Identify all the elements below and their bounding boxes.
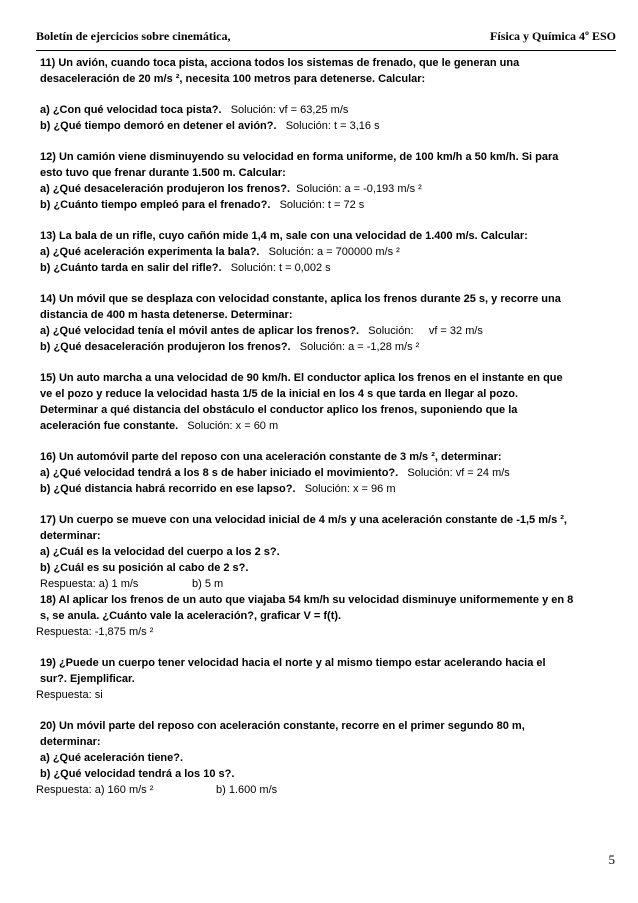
exercise-14 — [40, 291, 620, 355]
exercise-15-statement-end: aceleración fue constante. — [40, 420, 179, 432]
exercise-12-question-a: a) ¿Qué desaceleración produjeron los frenos?. — [40, 183, 291, 195]
exercise-18-statement-cont: s, se anula. ¿Cuánto vale la aceleración?, graficar V = f(t). — [40, 610, 342, 622]
exercise-12-solution-b: Solución: t = 72 s — [279, 199, 365, 211]
exercise-20-question-a: a) ¿Qué aceleración tiene?. — [40, 752, 184, 764]
exercise-18-statement: 18) Al aplicar los frenos de un auto que viajaba 54 km/h su velocidad disminuye uniformemente y en 8 — [40, 594, 574, 606]
exercise-18-answer: Respuesta: -1,875 m/s ² — [36, 626, 154, 638]
exercise-14-solution-a: Solución: vf = 32 m/s — [368, 325, 483, 337]
exercise-12 — [40, 149, 620, 213]
exercise-14-question-a: a) ¿Qué velocidad tenía el móvil antes de aplicar los frenos?. — [40, 325, 360, 337]
exercise-11 — [40, 55, 620, 134]
exercise-17 — [40, 512, 620, 592]
exercise-15-statement-cont: ve el pozo y reduce la velocidad hasta 1/5 de la inicial en los 4 s que tarda en llegar al pozo. — [40, 388, 519, 400]
exercise-12-statement-cont: esto tuvo que frenar durante 1.500 m. Calcular: — [40, 167, 286, 179]
exercise-14-question-b: b) ¿Qué desaceleración produjeron los frenos?. — [40, 341, 291, 353]
exercise-17-answer-a: Respuesta: a) 1 m/s — [40, 578, 139, 590]
exercise-11-statement-cont: desaceleración de 20 m/s ², necesita 100 metros para detenerse. Calcular: — [40, 73, 426, 85]
exercise-13-question-b: b) ¿Cuánto tarda en salir del rifle?. — [40, 262, 222, 274]
exercise-16-question-b: b) ¿Qué distancia habrá recorrido en ese lapso?. — [40, 483, 296, 495]
exercise-13-solution-b: Solución: t = 0,002 s — [230, 262, 331, 274]
exercise-12-solution-a: Solución: a = -0,193 m/s ² — [296, 183, 422, 195]
exercise-15-statement: 15) Un auto marcha a una velocidad de 90 km/h. El conductor aplica los frenos en el instante en que — [40, 372, 563, 384]
exercise-11-question-b: b) ¿Qué tiempo demoró en detener el avión?. — [40, 120, 277, 132]
exercise-list — [36, 55, 620, 798]
exercise-14-statement: 14) Un móvil que se desplaza con velocidad constante, aplica los frenos durante 25 s, y recorre una — [40, 293, 561, 305]
exercise-17-question-a: a) ¿Cuál es la velocidad del cuerpo a los 2 s?. — [40, 546, 280, 558]
exercise-20-question-b: b) ¿Qué velocidad tendrá a los 10 s?. — [40, 768, 235, 780]
exercise-17-statement-cont: determinar: — [40, 530, 101, 542]
header-subject: Física y Química 4º ESO — [490, 29, 616, 43]
exercise-20-answer-b: b) 1.600 m/s — [216, 784, 278, 796]
exercise-14-statement-cont: distancia de 400 m hasta detenerse. Determinar: — [40, 309, 293, 321]
exercise-20-statement-cont: determinar: — [40, 736, 101, 748]
exercise-16-solution-a: Solución: vf = 24 m/s — [407, 467, 510, 479]
exercise-16 — [40, 449, 620, 497]
exercise-17-answer-b: b) 5 m — [192, 578, 224, 590]
page-number: 5 — [608, 852, 615, 867]
exercise-13-question-a: a) ¿Qué aceleración experimenta la bala?. — [40, 246, 260, 258]
exercise-16-solution-b: Solución: x = 96 m — [304, 483, 396, 495]
page-header — [36, 20, 616, 51]
exercise-16-statement: 16) Un automóvil parte del reposo con una aceleración constante de 3 m/s ², determinar: — [40, 451, 502, 463]
exercise-13 — [40, 228, 620, 276]
exercise-11-statement: 11) Un avión, cuando toca pista, acciona todos los sistemas de frenado, que le generan una — [40, 57, 520, 69]
exercise-13-solution-a: Solución: a = 700000 m/s ² — [268, 246, 400, 258]
exercise-19-statement-cont: sur?. Ejemplificar. — [40, 673, 135, 685]
exercise-18 — [36, 592, 620, 640]
header-title: Boletín de ejercicios sobre cinemática, — [36, 29, 231, 43]
exercise-20-answer-a: Respuesta: a) 160 m/s ² — [36, 784, 154, 796]
exercise-15-solution: Solución: x = 60 m — [187, 420, 279, 432]
exercise-15-statement-cont: Determinar a qué distancia del obstáculo el conductor aplico los frenos, suponiendo que la — [40, 404, 518, 416]
exercise-16-question-a: a) ¿Qué velocidad tendrá a los 8 s de haber iniciado el movimiento?. — [40, 467, 399, 479]
exercise-17-statement: 17) Un cuerpo se mueve con una velocidad inicial de 4 m/s y una aceleración constante de -1,5 m/s ², — [40, 514, 567, 526]
exercise-19-statement: 19) ¿Puede un cuerpo tener velocidad hacia el norte y al mismo tiempo estar acelerando hacia el — [40, 657, 546, 669]
exercise-19 — [36, 655, 620, 703]
exercise-12-statement: 12) Un camión viene disminuyendo su velocidad en forma uniforme, de 100 km/h a 50 km/h. Si para — [40, 151, 559, 163]
exercise-20-statement: 20) Un móvil parte del reposo con aceleración constante, recorre en el primer segundo 80 m, — [40, 720, 525, 732]
exercise-15 — [40, 370, 620, 434]
exercise-14-solution-b: Solución: a = -1,28 m/s ² — [299, 341, 420, 353]
exercise-17-question-b: b) ¿Cuál es su posición al cabo de 2 s?. — [40, 562, 249, 574]
exercise-19-answer: Respuesta: si — [36, 689, 103, 701]
exercise-11-solution-a: Solución: vf = 63,25 m/s — [230, 104, 349, 116]
exercise-11-question-a: a) ¿Con qué velocidad toca pista?. — [40, 104, 222, 116]
exercise-11-solution-b: Solución: t = 3,16 s — [285, 120, 380, 132]
exercise-13-statement: 13) La bala de un rifle, cuyo cañón mide 1,4 m, sale con una velocidad de 1.400 m/s. Calcular: — [40, 230, 528, 242]
exercise-12-question-b: b) ¿Cuánto tiempo empleó para el frenado?. — [40, 199, 271, 211]
exercise-20 — [36, 718, 620, 798]
